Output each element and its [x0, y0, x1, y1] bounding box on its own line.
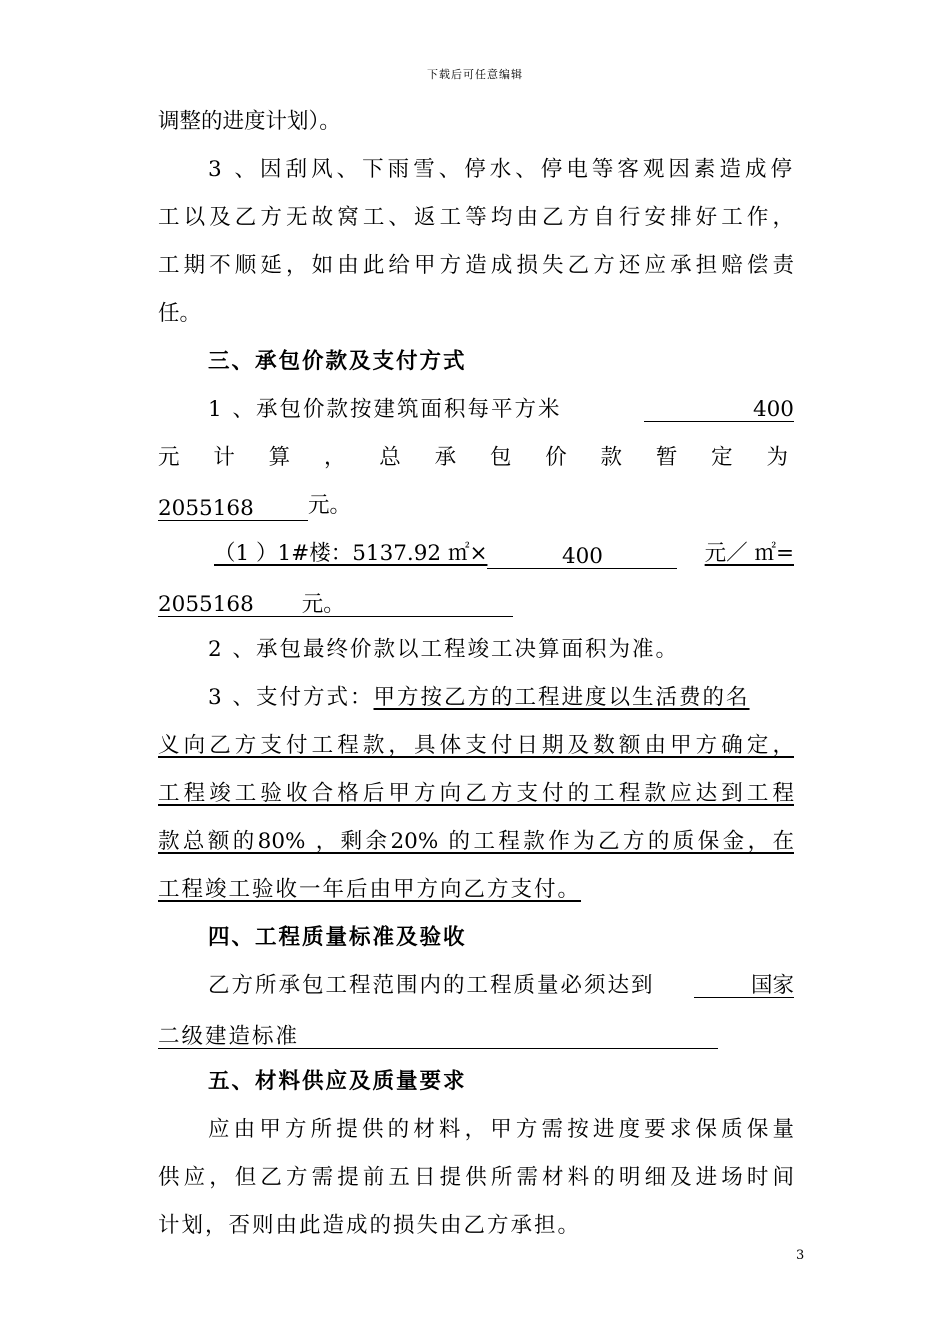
paragraph-line: 3 、因刮风、下雨雪、停水、停电等客观因素造成停	[208, 157, 794, 182]
paragraph-line: 应由甲方所提供的材料，甲方需按进度要求保质保量	[208, 1117, 794, 1142]
paragraph-line	[158, 587, 794, 617]
blank-field	[694, 971, 794, 998]
field-value: 400	[561, 544, 603, 569]
field-value: 2055168	[158, 592, 254, 617]
text-run: 乙方所承包工程范围内的工程质量必须达到	[208, 973, 655, 998]
blank-field	[158, 494, 308, 521]
section-heading: 四、工程质量标准及验收	[208, 925, 467, 950]
text-run: 1 、承包价款按建筑面积每平方米	[208, 397, 562, 422]
paragraph-line: 调整的进度计划）。	[158, 109, 341, 134]
field-value: 国家	[750, 973, 794, 998]
blank-field	[644, 395, 794, 422]
paragraph-line: 供应，但乙方需提前五日提供所需材料的明细及进场时间	[158, 1165, 794, 1190]
paragraph-line: 任。	[158, 301, 202, 326]
text-run: 元。	[308, 493, 352, 518]
paragraph-line: 工程竣工验收一年后由甲方向乙方支付。	[158, 877, 582, 902]
paragraph-line	[158, 1019, 794, 1049]
paragraph-line: 义向乙方支付工程款，具体支付日期及数额由甲方确定，	[158, 733, 794, 758]
text-run: （1 ）1#楼：5137.92 ㎡×	[214, 541, 488, 566]
paragraph-line: 计划，否则由此造成的损失由乙方承担。	[158, 1213, 582, 1238]
section-heading: 五、材料供应及质量要求	[208, 1069, 467, 1094]
paragraph-line	[208, 971, 794, 1001]
paragraph-line	[158, 491, 794, 521]
paragraph-line: 工程竣工验收合格后甲方向乙方支付的工程款应达到工程	[158, 781, 794, 806]
blank-field	[158, 590, 513, 617]
text-run: 3 、支付方式：	[208, 685, 374, 710]
paragraph-line	[208, 683, 794, 713]
blank-field	[158, 1022, 718, 1049]
text-run: 元／ ㎡=	[704, 541, 794, 566]
paragraph-line: 元计算，总承包价款暂定为	[158, 445, 794, 470]
page-number: 3	[796, 1248, 805, 1263]
section-heading: 三、承包价款及支付方式	[208, 349, 467, 374]
paragraph-line	[208, 395, 794, 425]
page-header: 下载后可任意编辑	[427, 68, 523, 81]
field-value: 2055168	[158, 496, 254, 521]
paragraph-line: 工以及乙方无故窝工、返工等均由乙方自行安排好工作，	[158, 205, 794, 230]
paragraph-line: 款总额的80% ，剩余20% 的工程款作为乙方的质保金，在	[158, 829, 794, 854]
field-value: 400	[752, 397, 794, 422]
paragraph-line: 工期不顺延，如由此给甲方造成损失乙方还应承担赔偿责	[158, 253, 794, 278]
field-value: 二级建造标准	[158, 1024, 300, 1049]
text-run: 甲方按乙方的工程进度以生活费的名	[373, 685, 750, 710]
paragraph-line: 2 、承包最终价款以工程竣工决算面积为准。	[208, 637, 680, 662]
text-run: 元。	[301, 592, 345, 617]
blank-field	[487, 542, 677, 569]
paragraph-line	[214, 539, 794, 569]
